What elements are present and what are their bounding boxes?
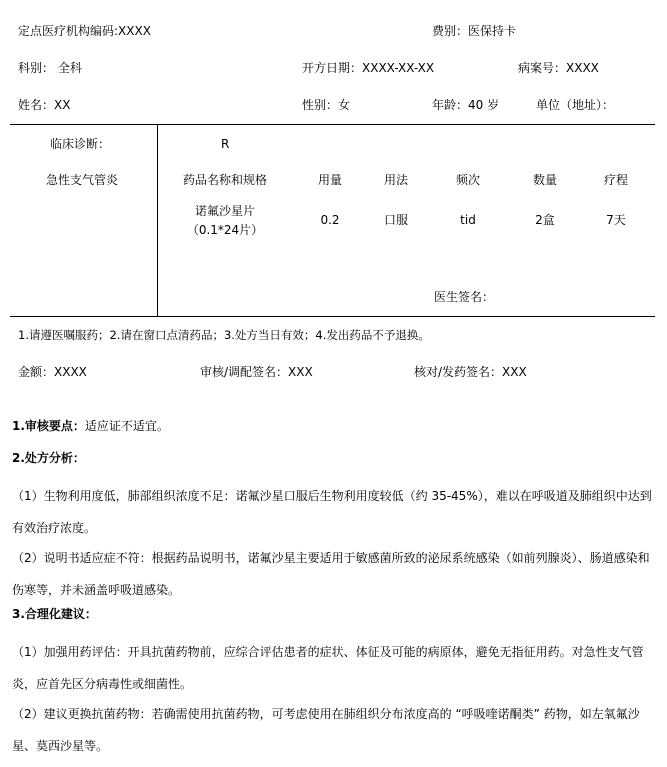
- column-frequency: 频次: [455, 173, 480, 187]
- dispense-signature: 核对/发药签名：XXX: [414, 365, 527, 379]
- section-2-paragraph-1: （1）生物利用度低，肺部组织浓度不足：诺氟沙星口服后生物利用度较低（约 35-45%），难以在呼吸道及肺组织中达到有效治疗浓度。: [12, 489, 652, 535]
- fee-type: 费别：医保持卡: [432, 24, 517, 38]
- amount: 金额：XXXX: [18, 365, 87, 379]
- column-dose: 用量: [317, 173, 342, 187]
- prescription-date: 开方日期：XXXX-XX-XX: [302, 61, 435, 75]
- section-2-title: 2.处方分析：: [12, 451, 85, 465]
- patient-gender: 性别：女: [302, 98, 351, 112]
- section-3-paragraph-2: （2）建议更换抗菌药物：若确需使用抗菌药物，可考虑使用在肺组织分布浓度高的 “呼吸喹诺酮类” 药物，如左氧氟沙星、莫西沙星等。: [12, 707, 640, 753]
- section-3-title: 3.合理化建议：: [12, 607, 97, 621]
- drug-route: 口服: [383, 213, 408, 227]
- section-1-title: 1.审核要点：: [12, 419, 85, 433]
- section-1: [12, 418, 169, 434]
- drug-quantity: 2盒: [535, 213, 555, 227]
- column-quantity: 数量: [532, 173, 557, 187]
- review-signature: 审核/调配签名：XXX: [200, 365, 313, 379]
- diagnosis: 急性支气管炎: [46, 173, 119, 187]
- table-top-border: [10, 124, 655, 125]
- diagnosis-label: 临床诊断：: [50, 137, 111, 151]
- section-1-text: 适应证不适宜。: [84, 419, 169, 433]
- section-3-paragraph-1: （1）加强用药评估：开具抗菌药物前，应综合评估患者的症状、体征及可能的病原体，避免无指征用药。对急性支气管炎，应首先区分病毒性或细菌性。: [12, 645, 644, 691]
- prescription-notes: 1.请遵医嘱服药；2.请在窗口点清药品；3.处方当日有效；4.发出药品不予退换。: [18, 328, 430, 342]
- patient-unit: 单位（地址）：: [536, 98, 615, 112]
- section-2-paragraph-2: （2）说明书适应症不符：根据药品说明书，诺氟沙星主要适用于敏感菌所致的泌尿系统感染（如前列腺炎）、肠道感染和伤寒等，并未涵盖呼吸道感染。: [12, 551, 650, 597]
- table-divider: [157, 124, 158, 316]
- case-number: 病案号：XXXX: [518, 61, 599, 75]
- facility-code: 定点医疗机构编码:XXXX: [18, 24, 151, 38]
- column-course: 疗程: [603, 173, 628, 187]
- drug-course: 7天: [606, 213, 626, 227]
- rx-symbol: R: [221, 137, 230, 151]
- drug-frequency: tid: [460, 213, 476, 227]
- drug-spec: （0.1*24片）: [186, 223, 264, 237]
- drug-dose: 0.2: [320, 213, 340, 227]
- drug-name: 诺氟沙星片: [194, 204, 255, 218]
- patient-age: 年龄：40 岁: [432, 98, 500, 112]
- doctor-signature: 医生签名：: [434, 290, 495, 304]
- patient-name: 姓名：XX: [18, 98, 71, 112]
- column-drug-name: 药品名称和规格: [182, 173, 267, 187]
- column-route: 用法: [383, 173, 408, 187]
- table-bottom-border: [10, 316, 655, 317]
- department: 科别： 全科: [18, 61, 82, 75]
